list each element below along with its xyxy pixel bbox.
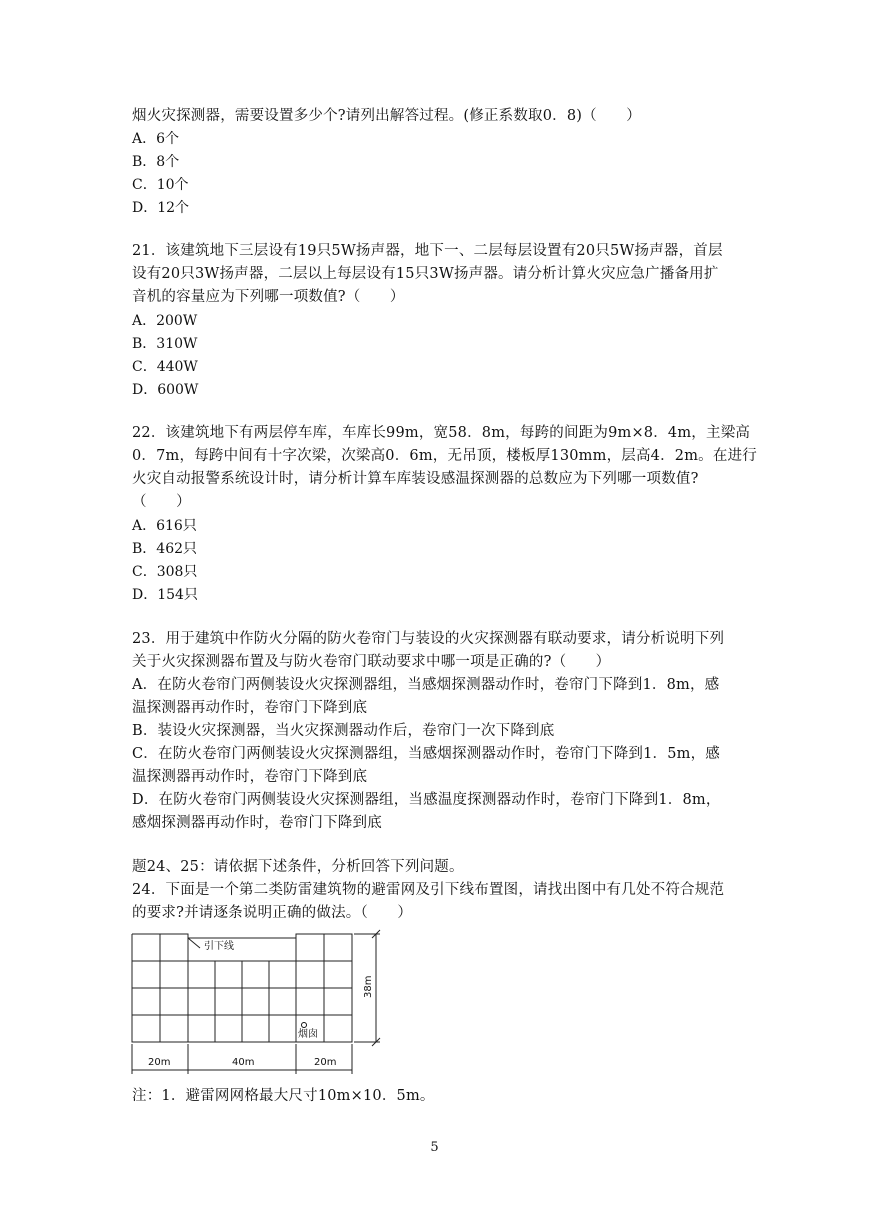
q21-line-2: 设有20只3W扬声器，二层以上每层设有15只3W扬声器。请分析计算火灾应急广播备用扩 (132, 266, 719, 282)
downlead-marker (188, 938, 200, 948)
chimney-label: 烟囱 (298, 1029, 318, 1040)
q20-option-b: B．8个 (132, 154, 180, 170)
q20-option-d: D．12个 (132, 200, 190, 216)
q22-line-4: （ ） (132, 494, 191, 510)
q23-option-a-line-1: A．在防火卷帘门两侧装设火灾探测器组，当感烟探测器动作时，卷帘门下降到1．8m，感 (132, 677, 720, 693)
q24-intro: 题24、25：请依据下述条件，分析回答下列问题。 (132, 859, 464, 875)
q23-line-2: 关于火灾探测器布置及与防火卷帘门联动要求中哪一项是正确的?（ ） (132, 654, 611, 670)
q21-line-1: 21．该建筑地下三层设有19只5W扬声器，地下一、二层每层设置有20只5W扬声器，首层 (132, 243, 723, 259)
q23-option-c-line-2: 温探测器再动作时，卷帘门下降到底 (132, 769, 368, 785)
q23-option-a-line-2: 温探测器再动作时，卷帘门下降到底 (132, 700, 368, 716)
q22-line-1: 22．该建筑地下有两层停车库，车库长99m，宽58．8m，每跨的间距为9m×8．4m，主梁高 (132, 425, 751, 441)
lightning-grid-figure (128, 928, 388, 1078)
q22-option-a: A．616只 (132, 518, 197, 534)
grid-lines (132, 934, 352, 1042)
q23-option-d-line-1: D．在防火卷帘门两侧装设火灾探测器组，当感温度探测器动作时，卷帘门下降到1．8m， (132, 792, 721, 808)
q22-line-3: 火灾自动报警系统设计时，请分析计算车库装设感温探测器的总数应为下列哪一项数值? (132, 471, 699, 487)
width-label-right: 20m (314, 1057, 337, 1068)
height-label: 38m (363, 975, 374, 998)
q23-option-b: B．装设火灾探测器，当火灾探测器动作后，卷帘门一次下降到底 (132, 723, 555, 739)
q24-line-2: 的要求?并请逐条说明正确的做法。（ ） (132, 905, 413, 921)
q22-option-d: D．154只 (132, 587, 198, 603)
q21-line-3: 音机的容量应为下列哪一项数值?（ ） (132, 289, 405, 305)
q23-line-1: 23．用于建筑中作防火分隔的防火卷帘门与装设的火灾探测器有联动要求，请分析说明下列 (132, 631, 725, 647)
q24-note: 注：1．避雷网网格最大尺寸10m×10．5m。 (132, 1088, 435, 1104)
q21-option-d: D．600W (132, 382, 199, 398)
width-label-left: 20m (148, 1057, 171, 1068)
q20-text: 烟火灾探测器，需要设置多少个?请列出解答过程。(修正系数取0．8)（ ） (132, 108, 641, 124)
q21-option-b: B．310W (132, 336, 198, 352)
q23-option-c-line-1: C．在防火卷帘门两侧装设火灾探测器组，当感烟探测器动作时，卷帘门下降到1．5m，感 (132, 746, 720, 762)
q21-option-a: A．200W (132, 313, 198, 329)
q22-line-2: 0．7m，每跨中间有十字次梁，次梁高0．6m，无吊顶，楼板厚130mm，层高4．2m。在进行 (132, 448, 757, 464)
q24-line-1: 24．下面是一个第二类防雷建筑物的避雷网及引下线布置图，请找出图中有几处不符合规范 (132, 882, 725, 898)
page-number: 5 (430, 1140, 439, 1155)
q20-option-a: A．6个 (132, 131, 180, 147)
q21-option-c: C．440W (132, 359, 198, 375)
chimney-icon (302, 1023, 307, 1028)
q22-option-c: C．308只 (132, 564, 198, 580)
width-label-middle: 40m (232, 1057, 255, 1068)
q22-option-b: B．462只 (132, 541, 198, 557)
q23-option-d-line-2: 感烟探测器再动作时，卷帘门下降到底 (132, 815, 382, 831)
q20-option-c: C．10个 (132, 177, 189, 193)
downlead-label: 引下线 (204, 941, 234, 952)
